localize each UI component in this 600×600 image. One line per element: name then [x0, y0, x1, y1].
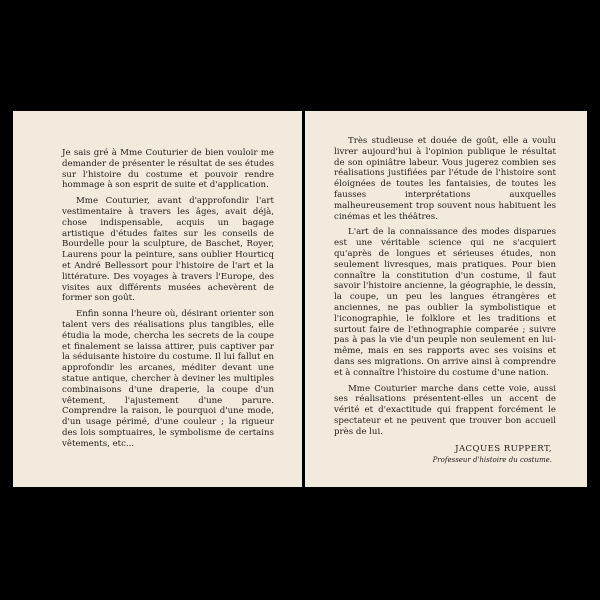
left-page — [13, 111, 302, 487]
left-paragraph-2: Mme Couturier, avant d'approfondir l'art vestimentaire à travers les âges, avait déjà, chose indispensable, acquis un bagage artistique d'études faites sur les conseils de Bourdelle pour la sculpture, de Baschet, Royer, Laurens pour la peinture, sans oublier Hourticq et André Bellessort pour l'histoire de l'art et la littérature. Des voyages à travers l'Europe, des visites aux différents musées achevèrent de former son goût. — [62, 196, 274, 304]
left-paragraph-3: Enfin sonna l'heure où, désirant orienter son talent vers des réalisations plus tangibles, elle étudia la mode, chercha les secrets de la coupe et finalement se laissa attirer, puis captiver par la séduisante histoire du costume. Il lui fallut en approfondir les arcanes, méditer devant une statue antique, chercher à deviner les multiples combinaisons d'une draperie, la coupe d'un vêtement, l'ajustement d'une parure. Comprendre la raison, le pourquoi d'une mode, d'un usage périmé, d'une couleur ; la rigueur des lois somptuaires, le symbolisme de certains vêtements, etc... — [62, 309, 274, 449]
right-page — [305, 111, 587, 487]
signature-name: JACQUES RUPPERT, — [455, 443, 552, 454]
right-paragraph-1: Très studieuse et douée de goût, elle a voulu livrer aujourd'hui à l'opinion publique le résultat de son opiniâtre labeur. Vous jugerez combien ses réalisations justifiées par l'étude de l'histoire sont éloignées de toutes les fantaisies, de toutes les fausses interprétations auxquelles malheureusement trop souvent nous habituent les cinémas et les théâtres. — [334, 136, 556, 222]
right-paragraph-2: L'art de la connaissance des modes disparues est une véritable science qui ne s'acquiert qu'après de longues et sérieuses études, non seulement livresques, mais pratiques. Pour bien connaître la constitution d'un costume, il faut savoir l'histoire ancienne, la géographie, le dessin, la coupe, un peu les langues étrangères et anciennes, ne pas oublier la symbolistique et l'iconographie, le folklore et les traditions et surtout faire de l'ethnographie comparée ; suivre pas à pas la vie d'un peuple non seulement en lui-même, mais en ses rapports avec ses voisins et dans ses migrations. On arrive ainsi à comprendre et à connaître l'histoire du costume d'une nation. — [334, 227, 556, 378]
right-paragraph-3: Mme Couturier marche dans cette voie, aussi ses réalisations présentent-elles un accent de vérité et d'exactitude qui frappent forcément le spectateur et ne peuvent que trouver bon accueil près de lui. — [334, 383, 556, 437]
left-paragraph-1: Je sais gré à Mme Couturier de bien vouloir me demander de présenter le résultat de ses études sur l'histoire du costume et pouvoir rendre hommage à son esprit de suite et d'application. — [62, 148, 274, 191]
signature-block — [334, 444, 556, 467]
right-text-column — [334, 136, 556, 466]
left-text-column — [62, 148, 274, 455]
signature-title: Professeur d'histoire du costume. — [432, 456, 552, 465]
